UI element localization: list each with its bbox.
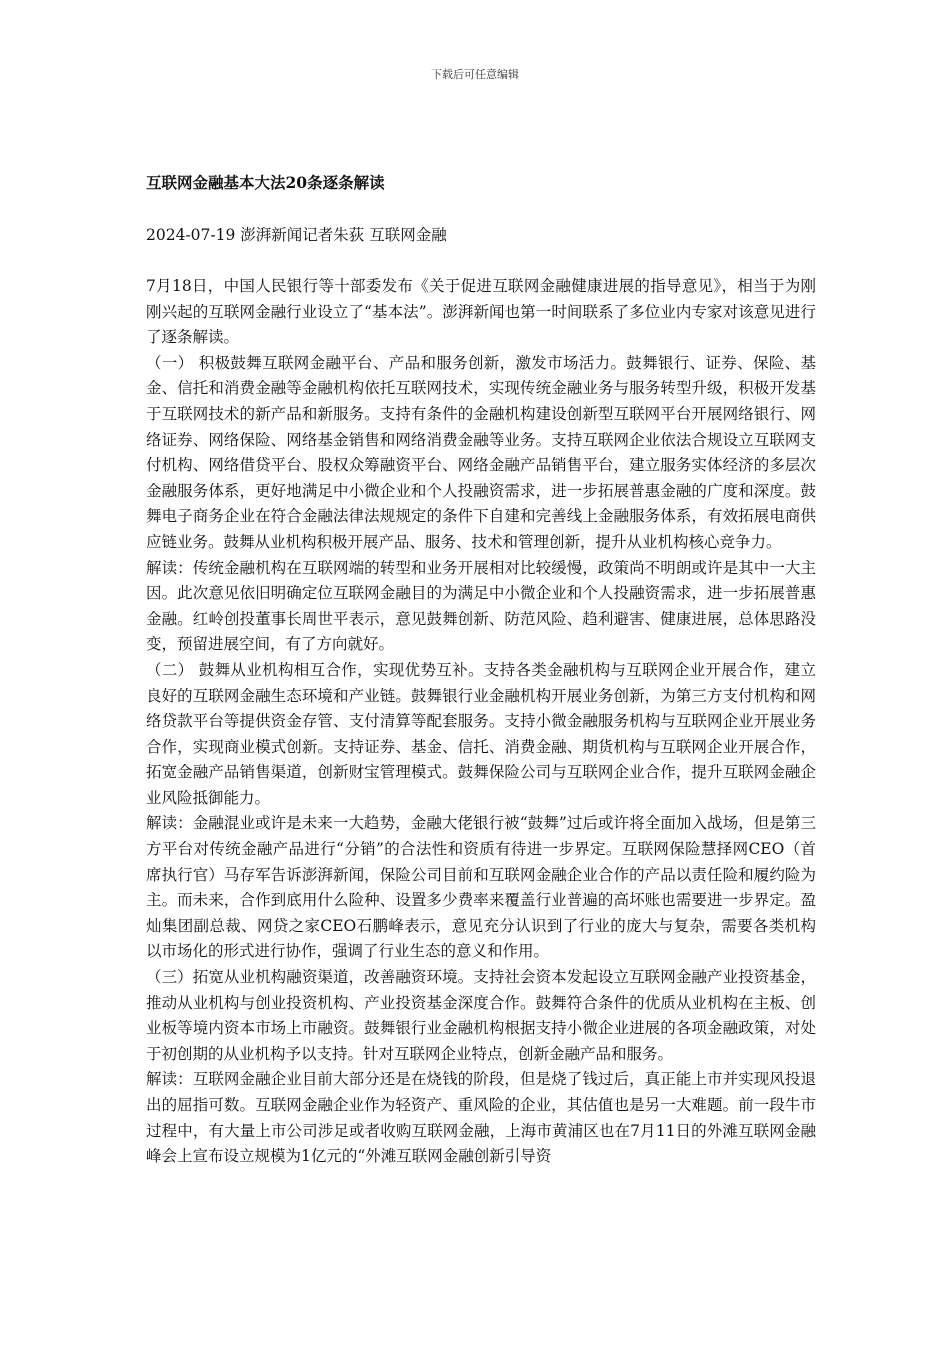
article-body xyxy=(146,274,816,1170)
document-title: 互联网金融基本大法20条逐条解读 xyxy=(146,173,385,192)
paragraph-section-3: （三）拓宽从业机构融资渠道，改善融资环境。支持社会资本发起设立互联网金融产业投资基金，推动从业机构与创业投资机构、产业投资基金深度合作。鼓舞符合条件的优质从业机构在主板、创业板等境内资本市场上市融资。鼓舞银行业金融机构根据支持小微企业进展的各项金融政策，对处于初创期的从业机构予以支持。针对互联网企业特点，创新金融产品和服务。 xyxy=(146,968,816,1063)
paragraph-commentary-3: 解读：互联网金融企业目前大部分还是在烧钱的阶段，但是烧了钱过后，真正能上市并实现风投退出的屈指可数。互联网金融企业作为轻资产、重风险的企业，其估值也是另一大难题。前一段牛市过程中，有大量上市公司涉足或者收购互联网金融，上海市黄浦区也在7月11日的外滩互联网金融峰会上宣布设立规模为1亿元的“外滩互联网金融创新引导资 xyxy=(146,1070,816,1166)
paragraph-commentary-2: 解读：金融混业或许是未来一大趋势，金融大佬银行被“鼓舞”过后或许将全面加入战场，但是第三方平台对传统金融产品进行“分销”的合法性和资质有待进一步界定。互联网保险慧择网CEO（首席执行官）马存军告诉澎湃新闻，保险公司目前和互联网金融企业合作的产品以责任险和履约险为主。而未来，合作到底用什么险种、设置多少费率来覆盖行业普遍的高坏账也需要进一步界定。盈灿集团副总裁、网贷之家CEO石鹏峰表示，意见充分认识到了行业的庞大与复杂，需要各类机构以市场化的形式进行协作，强调了行业生态的意义和作用。 xyxy=(146,814,816,961)
paragraph-commentary-1: 解读：传统金融机构在互联网端的转型和业务开展相对比较缓慢，政策尚不明朗或许是其中一大主因。此次意见依旧明确定位互联网金融目的为满足中小微企业和个人投融资需求，进一步拓展普惠金融。红岭创投董事长周世平表示，意见鼓舞创新、防范风险、趋利避害、健康进展，总体思路没变，预留进展空间，有了方向就好。 xyxy=(146,558,816,654)
byline: 2024-07-19 澎湃新闻记者朱荻 互联网金融 xyxy=(146,226,447,244)
document-body xyxy=(146,170,816,1170)
paragraph-intro: 7月18日，中国人民银行等十部委发布《关于促进互联网金融健康进展的指导意见》，相当于为刚刚兴起的互联网金融行业设立了“基本法”。澎湃新闻也第一时间联系了多位业内专家对该意见进行了逐条解读。 xyxy=(146,277,816,347)
paragraph-section-1: （一） 积极鼓舞互联网金融平台、产品和服务创新，激发市场活力。鼓舞银行、证券、保险、基金、信托和消费金融等金融机构依托互联网技术，实现传统金融业务与服务转型升级，积极开发基于互联网技术的新产品和新服务。支持有条件的金融机构建设创新型互联网平台开展网络银行、网络证券、网络保险、网络基金销售和网络消费金融等业务。支持互联网企业依法合规设立互联网支付机构、网络借贷平台、股权众筹融资平台、网络金融产品销售平台，建立服务实体经济的多层次金融服务体系，更好地满足中小微企业和个人投融资需求，进一步拓展普惠金融的广度和深度。鼓舞电子商务企业在符合金融法律法规规定的条件下自建和完善线上金融服务体系，有效拓展电商供应链业务。鼓舞从业机构积极开展产品、服务、技术和管理创新，提升从业机构核心竞争力。 xyxy=(146,353,816,551)
paragraph-section-2: （二） 鼓舞从业机构相互合作，实现优势互补。支持各类金融机构与互联网企业开展合作，建立良好的互联网金融生态环境和产业链。鼓舞银行业金融机构开展业务创新，为第三方支付机构和网络贷款平台等提供资金存管、支付清算等配套服务。支持小微金融服务机构与互联网企业开展业务合作，实现商业模式创新。支持证券、基金、信托、消费金融、期货机构与互联网企业开展合作，拓宽金融产品销售渠道，创新财宝管理模式。鼓舞保险公司与互联网企业合作，提升互联网金融企业风险抵御能力。 xyxy=(146,660,816,807)
page-header: 下载后可任意编辑 xyxy=(431,68,519,81)
